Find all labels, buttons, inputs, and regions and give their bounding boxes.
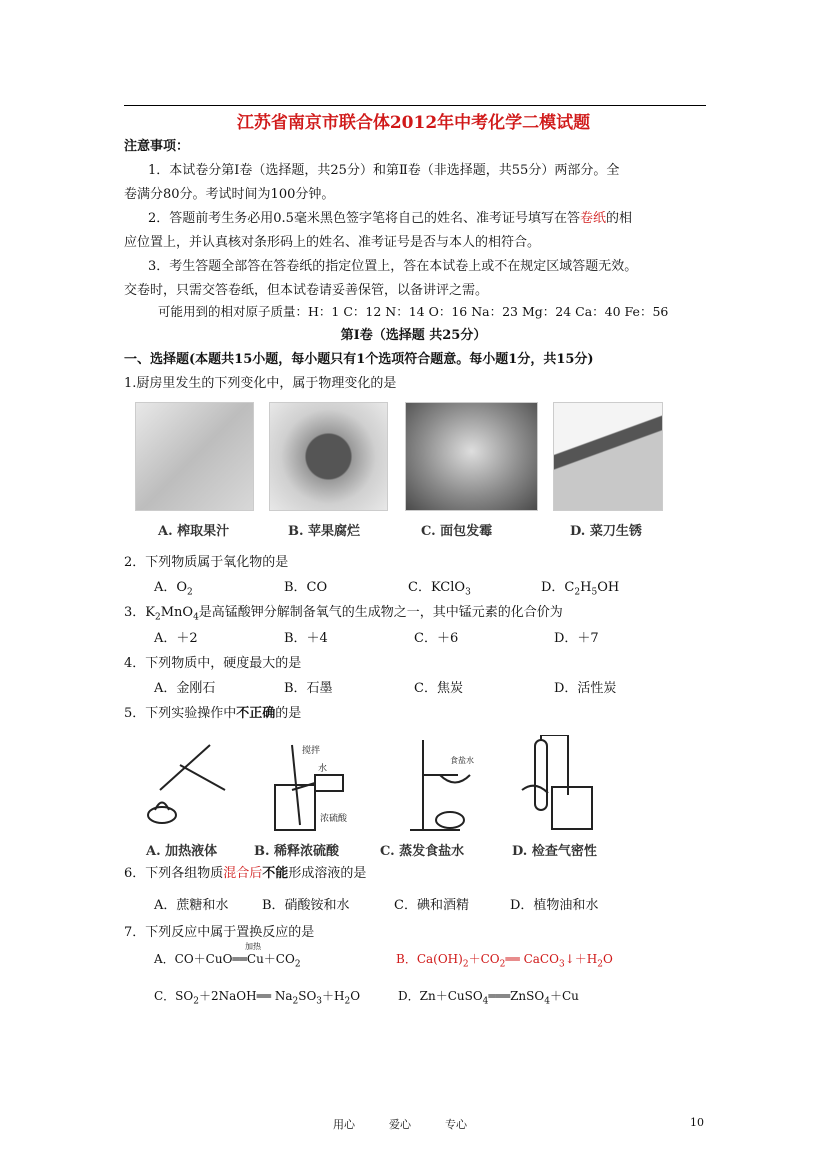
page-number: 10 [690,1116,704,1129]
photo-rotten-apple [269,402,388,511]
q7-option-b: B．$Ca(OH)_2+CO_2══$ $CaCO_3↓+H_2O$ [396,952,613,970]
label-salt-water: 食盐水 [450,756,474,765]
notice-item3-line2: 交卷时，只需交答卷纸，但本试卷请妥善保管，以备讲评之需。 [124,283,489,298]
q6-option-d: D．植物油和水 [510,898,599,913]
q4-option-b: B．石墨 [284,681,333,696]
test-tube-holder-diagram [148,745,225,823]
q7-a-condition: 加热 [245,942,261,951]
q4-option-c: C．焦炭 [414,681,463,696]
q2-option-c: C．KClO$_3$ [408,580,471,598]
page-title: 江苏省南京市联合体2012年中考化学二模试题 [236,113,591,133]
airtightness-check-diagram [522,735,592,829]
q7-option-a: A．$CO+CuO══Cu+CO_2$ [154,952,301,970]
label-water: 水 [318,764,328,774]
q6-stem: 6．下列各组物质混合后不能形成溶液的是 [124,866,367,881]
q4-option-d: D．活性炭 [554,681,617,696]
photo-moldy-bread [405,402,538,511]
footer-text-3: 专心 [445,1118,467,1131]
q5-stem: 5．下列实验操作中不正确的是 [124,706,302,721]
notice-item3-line1: 3．考生答题全部答在答卷纸的指定位置上，答在本试卷上或不在规定区域答题无效。 [148,259,638,274]
q1-caption-b: B. 苹果腐烂 [288,524,361,539]
footer-text-1: 用心 [333,1118,355,1131]
q3-option-a: A．＋2 [154,631,198,646]
notice-heading: 注意事项： [124,139,190,154]
part-heading: 一、选择题(本题共15小题，每小题只有1个选项符合题意。每小题1分，共15分) [124,352,594,367]
q5-caption-b: B. 稀释浓硫酸 [254,844,340,859]
q3-option-d: D．＋7 [554,631,599,646]
q6-option-a: A．蔗糖和水 [154,898,229,913]
section-title: 第Ⅰ卷（选择题 共25分） [340,328,487,343]
q1-caption-c: C. 面包发霉 [421,524,493,539]
q1-stem: 1.厨房里发生的下列变化中，属于物理变化的是 [124,376,397,391]
footer-text-2: 爱心 [389,1118,411,1131]
q2-option-d: D．$C_2H_5OH$ [541,580,620,598]
q4-stem: 4．下列物质中，硬度最大的是 [124,656,302,671]
q2-stem: 2．下列物质属于氧化物的是 [124,555,289,570]
notice-item1-line2: 卷满分80分。考试时间为100分钟。 [124,187,335,202]
q5-caption-a: A. 加热液体 [146,844,218,859]
notice-item2-line1: 2．答题前考生务必用0.5毫米黑色签字笔将自己的姓名、准考证号填写在答卷纸的相 [148,211,632,226]
label-conc-acid: 浓硫酸 [320,814,348,824]
notice-item2-line2: 应位置上，并认真核对条形码上的姓名、准考证号是否与本人的相符合。 [124,235,541,250]
q7-stem: 7．下列反应中属于置换反应的是 [124,925,315,940]
q6-option-b: B．硝酸铵和水 [262,898,350,913]
q1-caption-a: A. 榨取果汁 [158,524,230,539]
q3-option-b: B．＋4 [284,631,328,646]
q5-caption-c: C. 蒸发食盐水 [380,844,465,859]
q1-caption-d: D. 菜刀生锈 [570,524,642,539]
q4-option-a: A．金刚石 [154,681,216,696]
lab-apparatus-figure [140,735,630,835]
q7-option-c: C．$SO_2+2NaOH══$ $Na_2SO_3+H_2O$ [154,989,361,1007]
atomic-masses: 可能用到的相对原子质量：H：1 C：12 N：14 O：16 Na：23 Mg：24 Ca：40 Fe：56 [158,304,669,319]
photo-rusty-knife [553,402,663,511]
q2-option-a: A．$O_2$ [154,580,193,598]
notice-item1-line1: 1．本试卷分第Ⅰ卷（选择题，共25分）和第Ⅱ卷（非选择题，共55分）两部分。全 [148,163,620,178]
q6-option-c: C．碘和酒精 [394,898,469,913]
photo-juicer [135,402,254,511]
q7-option-d: D．Zn＋CuSO$_4$═══ZnSO$_4$＋Cu [398,989,579,1007]
q3-stem: 3．$K_2MnO_4$是高锰酸钾分解制备氧气的生成物之一，其中锰元素的化合价为 [124,605,563,623]
header-rule [124,105,706,106]
q2-option-b: B．CO [284,580,328,595]
evaporating-dish-diagram [410,740,470,830]
q5-caption-d: D. 检查气密性 [512,844,597,859]
q3-option-c: C．＋6 [414,631,459,646]
label-stir: 搅拌 [302,746,321,756]
